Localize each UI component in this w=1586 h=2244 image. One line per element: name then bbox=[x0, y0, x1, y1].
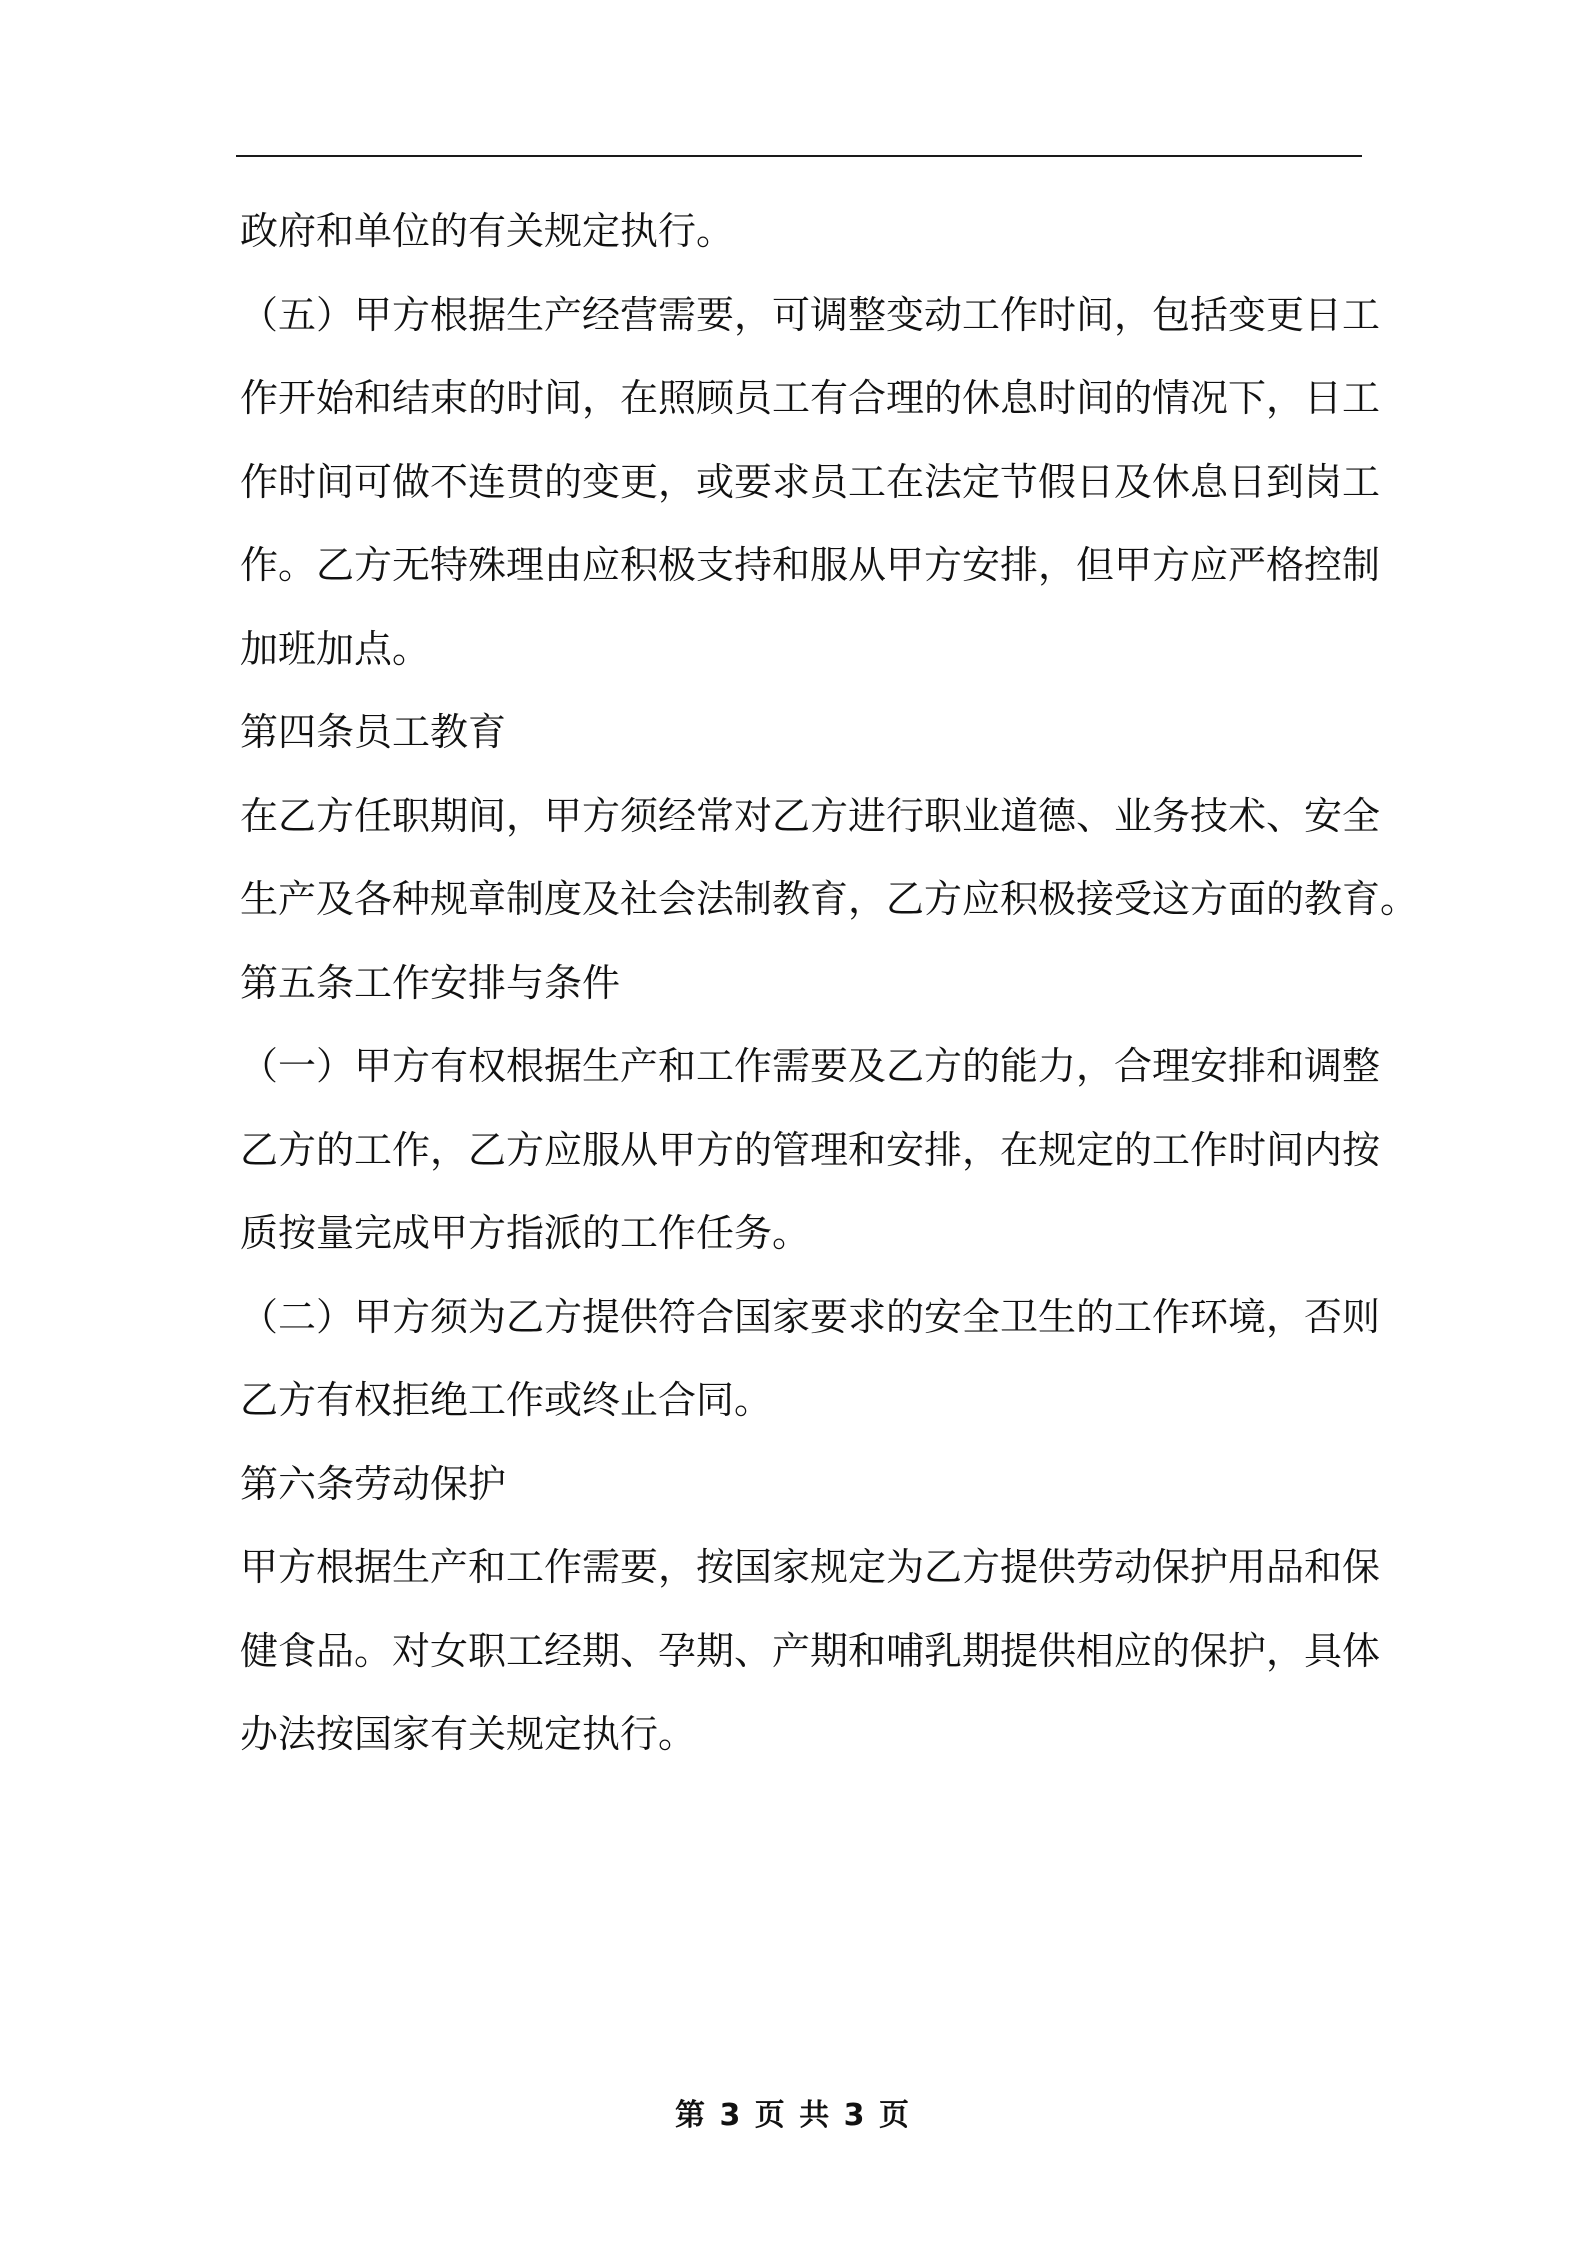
text-line: （五）甲方根据生产经营需要，可调整变动工作时间，包括变更日工 bbox=[240, 292, 1381, 337]
text-line: 甲方根据生产和工作需要，按国家规定为乙方提供劳动保护用品和保 bbox=[240, 1545, 1381, 1589]
text-line: （二）甲方须为乙方提供符合国家要求的安全卫生的工作环境，否则 bbox=[240, 1294, 1381, 1339]
text-line: 作开始和结束的时间，在照顾员工有合理的休息时间的情况下，日工 bbox=[240, 376, 1381, 420]
text-line: 加班加点。 bbox=[240, 626, 431, 671]
text-line: 质按量完成甲方指派的工作任务。 bbox=[240, 1211, 811, 1255]
page-number-footer: 第 3 页 共 3 页 bbox=[675, 2098, 911, 2133]
header-rule bbox=[236, 155, 1362, 157]
section-heading: 第六条劳动保护 bbox=[240, 1461, 507, 1506]
document-body bbox=[240, 190, 1419, 1777]
text-line: 在乙方任职期间，甲方须经常对乙方进行职业道德、业务技术、安全 bbox=[240, 793, 1381, 838]
text-line: 健食品。对女职工经期、孕期、产期和哺乳期提供相应的保护，具体 bbox=[240, 1628, 1381, 1673]
text-line: 作。乙方无特殊理由应积极支持和服从甲方安排，但甲方应严格控制 bbox=[240, 543, 1381, 587]
text-line: 政府和单位的有关规定执行。 bbox=[240, 209, 735, 253]
section-heading: 第四条员工教育 bbox=[240, 710, 507, 754]
text-line: 作时间可做不连贯的变更，或要求员工在法定节假日及休息日到岗工 bbox=[240, 459, 1381, 504]
text-line: 生产及各种规章制度及社会法制教育，乙方应积极接受这方面的教育。 bbox=[240, 877, 1419, 921]
section-heading: 第五条工作安排与条件 bbox=[240, 960, 621, 1005]
text-line: 办法按国家有关规定执行。 bbox=[240, 1712, 697, 1756]
text-line: 乙方有权拒绝工作或终止合同。 bbox=[240, 1378, 773, 1422]
text-line: 乙方的工作，乙方应服从甲方的管理和安排，在规定的工作时间内按 bbox=[240, 1127, 1381, 1172]
text-line: （一）甲方有权根据生产和工作需要及乙方的能力，合理安排和调整 bbox=[240, 1044, 1381, 1088]
